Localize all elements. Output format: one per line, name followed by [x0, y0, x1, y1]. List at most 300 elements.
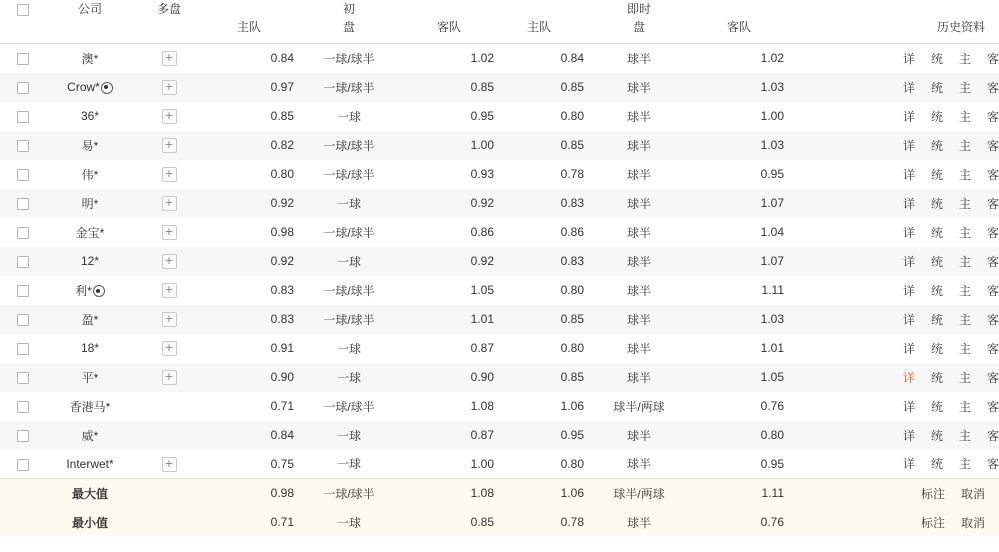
away-live-odds: 1.07 — [760, 196, 784, 210]
detail-link[interactable]: 详 — [902, 254, 915, 269]
home-live-odds: 0.85 — [560, 138, 584, 152]
company-cell — [46, 276, 134, 305]
row-select-cell — [0, 392, 46, 421]
handicap-live: 球半 — [626, 428, 651, 443]
history-actions — [784, 73, 999, 102]
summary-row — [0, 508, 999, 537]
summary-blank-multi — [134, 508, 204, 537]
away-link[interactable]: 客 — [986, 196, 999, 211]
row-checkbox[interactable] — [17, 111, 29, 123]
home-initial-odds: 0.84 — [270, 51, 294, 66]
home-initial-odds: 0.82 — [270, 138, 294, 152]
header-home-live[interactable]: 主队 — [494, 18, 584, 44]
expand-plus-icon[interactable]: + — [162, 80, 177, 95]
history-actions — [784, 305, 999, 334]
away-live-odds: 1.01 — [760, 341, 784, 355]
home-initial-odds: 0.91 — [270, 341, 294, 355]
table-row[interactable] — [0, 218, 999, 247]
detail-link[interactable]: 详 — [902, 341, 915, 356]
row-select-cell — [0, 450, 46, 479]
company-name: 盈* — [81, 312, 99, 327]
away-link[interactable]: 客 — [986, 225, 999, 240]
detail-link[interactable]: 详 — [902, 51, 915, 66]
header-select-all-cell — [0, 0, 46, 18]
handicap-initial: 一球/球半 — [323, 51, 375, 66]
row-select-cell — [0, 73, 46, 102]
away-link[interactable]: 客 — [986, 254, 999, 269]
away-initial-odds: 1.08 — [470, 399, 494, 413]
table-row[interactable] — [0, 73, 999, 102]
row-checkbox[interactable] — [17, 256, 29, 268]
away-live-odds: 1.02 — [760, 51, 784, 66]
summary-handicap-initial: 一球 — [336, 515, 361, 530]
row-checkbox[interactable] — [17, 343, 29, 355]
row-select-cell — [0, 44, 46, 73]
away-live-odds: 0.95 — [760, 456, 784, 471]
cancel-link[interactable]: 取消 — [960, 515, 985, 530]
history-actions — [784, 102, 999, 131]
row-select-cell — [0, 305, 46, 334]
home-link[interactable]: 主 — [958, 196, 971, 211]
company-name: 平* — [81, 370, 99, 385]
expand-plus-icon[interactable]: + — [162, 109, 177, 124]
summary-home-live: 1.06 — [494, 479, 584, 508]
handicap-live: 球半 — [626, 457, 651, 472]
company-cell — [46, 334, 134, 363]
company-name: 36* — [80, 109, 100, 123]
row-checkbox[interactable] — [17, 372, 29, 384]
handicap-initial: 一球/球半 — [323, 399, 375, 414]
header-initial-group: 初 — [342, 2, 355, 16]
stats-link[interactable]: 统 — [930, 370, 943, 385]
home-live-odds: 0.80 — [560, 456, 584, 471]
home-link[interactable]: 主 — [958, 167, 971, 182]
handicap-initial: 一球/球半 — [323, 138, 375, 153]
detail-link[interactable]: 详 — [902, 312, 915, 327]
summary-away-live: 0.76 — [760, 515, 784, 529]
row-checkbox[interactable] — [17, 285, 29, 297]
home-link[interactable]: 主 — [958, 341, 971, 356]
table-row[interactable] — [0, 131, 999, 160]
history-actions — [784, 334, 999, 363]
expand-plus-icon[interactable]: + — [162, 341, 177, 356]
handicap-live: 球半 — [626, 51, 651, 66]
multi-cell — [134, 450, 204, 479]
away-initial-odds: 0.86 — [470, 225, 494, 239]
away-initial-odds: 1.02 — [470, 51, 494, 66]
handicap-initial: 一球 — [336, 457, 361, 472]
stats-link[interactable]: 统 — [930, 283, 943, 298]
home-link[interactable]: 主 — [958, 457, 971, 472]
row-checkbox[interactable] — [17, 430, 29, 442]
header-handicap-live[interactable]: 盘 — [584, 18, 694, 44]
multi-cell — [134, 276, 204, 305]
row-checkbox[interactable] — [17, 314, 29, 326]
row-select-cell — [0, 276, 46, 305]
away-initial-odds: 1.00 — [470, 456, 494, 471]
row-select-cell — [0, 363, 46, 392]
history-actions — [784, 247, 999, 276]
company-cell — [46, 44, 134, 73]
summary-home-live: 0.78 — [560, 515, 584, 529]
home-live-odds: 0.83 — [560, 196, 584, 210]
header-blank-company — [46, 18, 134, 44]
summary-away-live: 1.11 — [694, 479, 784, 508]
select-all-checkbox[interactable] — [17, 4, 29, 16]
away-live-odds: 1.03 — [760, 80, 784, 94]
detail-link[interactable]: 详 — [902, 283, 915, 298]
handicap-live: 球半 — [626, 254, 651, 269]
row-checkbox[interactable] — [17, 227, 29, 239]
company-name: Interwet* — [66, 456, 114, 471]
home-live-odds: 0.80 — [560, 283, 584, 297]
header-live-group-spacer — [494, 0, 584, 18]
home-initial-odds: 0.85 — [270, 109, 294, 123]
company-cell — [46, 73, 134, 102]
table-row[interactable] — [0, 102, 999, 131]
row-checkbox[interactable] — [17, 140, 29, 152]
handicap-initial: 一球 — [336, 370, 361, 385]
row-select-cell — [0, 247, 46, 276]
multi-cell — [134, 305, 204, 334]
row-checkbox[interactable] — [17, 401, 29, 413]
detail-link[interactable]: 详 — [902, 370, 915, 385]
company-cell — [46, 189, 134, 218]
away-live-odds: 1.07 — [760, 254, 784, 268]
history-actions — [784, 276, 999, 305]
handicap-live: 球半 — [626, 138, 651, 153]
table-row[interactable] — [0, 305, 999, 334]
handicap-initial: 一球 — [336, 341, 361, 356]
away-initial-odds: 1.05 — [470, 283, 494, 297]
stats-link[interactable]: 统 — [930, 312, 943, 327]
stats-link[interactable]: 统 — [930, 80, 943, 95]
summary-away-initial: 1.08 — [404, 479, 494, 508]
handicap-initial: 一球/球半 — [323, 80, 375, 95]
detail-link[interactable]: 详 — [902, 428, 915, 443]
header-initial-group-spacer2 — [404, 0, 494, 18]
expand-plus-icon[interactable]: + — [162, 138, 177, 153]
detail-link[interactable]: 详 — [902, 457, 915, 472]
away-link[interactable]: 客 — [986, 399, 999, 414]
row-checkbox[interactable] — [17, 198, 29, 210]
company-cell — [46, 305, 134, 334]
detail-link[interactable]: 详 — [902, 80, 915, 95]
home-initial-odds: 0.83 — [270, 312, 294, 326]
away-initial-odds: 0.87 — [470, 341, 494, 355]
header-initial-group-spacer — [204, 0, 294, 18]
multi-cell — [134, 189, 204, 218]
table-body — [0, 44, 999, 537]
company-name: 明* — [81, 196, 99, 211]
home-live-odds: 0.95 — [560, 428, 584, 442]
row-select-cell — [0, 160, 46, 189]
detail-link[interactable]: 详 — [902, 399, 915, 414]
stats-link[interactable]: 统 — [930, 167, 943, 182]
company-cell — [46, 421, 134, 450]
summary-actions — [784, 479, 999, 508]
away-live-odds: 0.76 — [760, 399, 784, 413]
handicap-live: 球半 — [626, 283, 651, 298]
row-checkbox[interactable] — [17, 169, 29, 181]
company-cell — [46, 392, 134, 421]
handicap-initial: 一球 — [336, 109, 361, 124]
company-cell — [46, 102, 134, 131]
home-link[interactable]: 主 — [958, 254, 971, 269]
away-initial-odds: 0.95 — [470, 109, 494, 123]
away-link[interactable]: 客 — [986, 457, 999, 472]
multi-cell — [134, 160, 204, 189]
away-link[interactable]: 客 — [986, 80, 999, 95]
handicap-live: 球半/两球 — [613, 399, 665, 414]
stats-link[interactable]: 统 — [930, 51, 943, 66]
table-header — [0, 0, 999, 44]
multi-cell — [134, 73, 204, 102]
summary-blank-check — [0, 508, 46, 537]
company-cell — [46, 218, 134, 247]
header-live-group: 即时 — [626, 2, 651, 16]
summary-handicap-live: 球半/两球 — [584, 479, 694, 508]
away-live-odds: 1.11 — [761, 283, 784, 297]
table-row[interactable] — [0, 160, 999, 189]
company-cell — [46, 247, 134, 276]
table-row[interactable] — [0, 44, 999, 73]
home-initial-odds: 0.84 — [270, 428, 294, 442]
home-live-odds: 0.80 — [560, 109, 584, 123]
company-cell — [46, 450, 134, 479]
row-checkbox[interactable] — [17, 82, 29, 94]
table-row[interactable] — [0, 363, 999, 392]
stats-link[interactable]: 统 — [930, 428, 943, 443]
header-sub-row — [0, 18, 999, 44]
expand-plus-icon[interactable]: + — [162, 370, 177, 385]
away-live-odds: 1.00 — [760, 109, 784, 123]
history-actions — [784, 363, 999, 392]
table-row[interactable] — [0, 421, 999, 450]
history-actions — [784, 218, 999, 247]
expand-plus-icon[interactable]: + — [162, 51, 177, 66]
home-link[interactable]: 主 — [958, 138, 971, 153]
home-initial-odds: 0.83 — [270, 283, 294, 297]
expand-plus-icon[interactable]: + — [162, 283, 177, 298]
home-live-odds: 0.85 — [560, 312, 584, 326]
away-initial-odds: 0.90 — [470, 370, 494, 384]
header-history: 历史资料 — [784, 18, 999, 44]
multi-cell — [134, 131, 204, 160]
company-name: 香港马* — [69, 399, 111, 414]
soccer-ball-icon — [93, 285, 105, 297]
table-row[interactable] — [0, 334, 999, 363]
company-cell — [46, 160, 134, 189]
multi-cell — [134, 102, 204, 131]
handicap-initial: 一球 — [336, 196, 361, 211]
home-initial-odds: 0.71 — [270, 399, 294, 413]
mark-link[interactable]: 标注 — [920, 486, 945, 501]
stats-link[interactable]: 统 — [930, 196, 943, 211]
summary-label: 最小值 — [71, 515, 108, 530]
away-link[interactable]: 客 — [986, 428, 999, 443]
detail-link[interactable]: 详 — [902, 167, 915, 182]
summary-actions — [784, 508, 999, 537]
multi-cell — [134, 421, 204, 450]
history-actions — [784, 450, 999, 479]
handicap-live: 球半 — [626, 341, 651, 356]
home-link[interactable]: 主 — [958, 51, 971, 66]
multi-cell — [134, 247, 204, 276]
away-link[interactable]: 客 — [986, 138, 999, 153]
multi-cell — [134, 44, 204, 73]
history-actions — [784, 131, 999, 160]
handicap-initial: 一球/球半 — [323, 312, 375, 327]
home-link[interactable]: 主 — [958, 109, 971, 124]
detail-link[interactable]: 详 — [902, 138, 915, 153]
away-link[interactable]: 客 — [986, 167, 999, 182]
expand-plus-icon[interactable]: + — [162, 167, 177, 182]
expand-plus-icon[interactable]: + — [162, 254, 177, 269]
home-live-odds: 0.85 — [560, 370, 584, 384]
detail-link[interactable]: 详 — [902, 109, 915, 124]
stats-link[interactable]: 统 — [930, 457, 943, 472]
home-initial-odds: 0.92 — [270, 196, 294, 210]
table-row[interactable] — [0, 450, 999, 479]
table-row[interactable] — [0, 276, 999, 305]
home-link[interactable]: 主 — [958, 312, 971, 327]
home-initial-odds: 0.92 — [270, 254, 294, 268]
home-live-odds: 0.80 — [560, 341, 584, 355]
home-initial-odds: 0.75 — [270, 456, 294, 471]
row-checkbox[interactable] — [17, 53, 29, 65]
history-actions — [784, 189, 999, 218]
multi-cell — [134, 334, 204, 363]
table-row[interactable] — [0, 392, 999, 421]
home-link[interactable]: 主 — [958, 283, 971, 298]
home-live-odds: 0.78 — [560, 167, 584, 181]
summary-blank-check — [0, 479, 46, 508]
company-name: 澳* — [81, 51, 99, 66]
handicap-initial: 一球/球半 — [323, 167, 375, 182]
handicap-live: 球半 — [626, 196, 651, 211]
row-select-cell — [0, 189, 46, 218]
history-actions — [784, 160, 999, 189]
stats-link[interactable]: 统 — [930, 399, 943, 414]
soccer-ball-icon — [101, 82, 113, 94]
expand-plus-icon[interactable]: + — [162, 312, 177, 327]
home-initial-odds: 0.80 — [270, 167, 294, 181]
stats-link[interactable]: 统 — [930, 341, 943, 356]
summary-away-initial: 0.85 — [470, 515, 494, 529]
summary-row — [0, 479, 999, 508]
header-multi: 多盘 — [156, 2, 181, 16]
away-initial-odds: 0.85 — [470, 80, 494, 94]
home-link[interactable]: 主 — [958, 399, 971, 414]
away-initial-odds: 1.01 — [470, 312, 494, 326]
home-link[interactable]: 主 — [958, 225, 971, 240]
company-cell — [46, 363, 134, 392]
home-link[interactable]: 主 — [958, 428, 971, 443]
away-live-odds: 1.03 — [760, 312, 784, 326]
header-away-initial[interactable]: 客队 — [404, 18, 494, 44]
home-initial-odds: 0.90 — [270, 370, 294, 384]
company-name: 18* — [80, 341, 100, 355]
home-link[interactable]: 主 — [958, 370, 971, 385]
company-name: 威* — [81, 428, 99, 443]
multi-cell — [134, 363, 204, 392]
header-home-initial[interactable]: 主队 — [204, 18, 294, 44]
multi-cell — [134, 218, 204, 247]
away-link[interactable]: 客 — [986, 283, 999, 298]
row-select-cell — [0, 334, 46, 363]
home-initial-odds: 0.97 — [270, 80, 294, 94]
table-row[interactable] — [0, 189, 999, 218]
away-live-odds: 1.03 — [760, 138, 784, 152]
cancel-link[interactable]: 取消 — [960, 486, 985, 501]
company-name: 利* — [75, 283, 92, 298]
summary-handicap-initial: 一球/球半 — [294, 479, 404, 508]
summary-home-initial: 0.98 — [204, 479, 294, 508]
row-checkbox[interactable] — [17, 459, 29, 471]
company-name: Crow* — [67, 80, 100, 94]
away-initial-odds: 0.92 — [470, 254, 494, 268]
company-name: 伟* — [81, 167, 99, 182]
away-link[interactable]: 客 — [986, 109, 999, 124]
handicap-live: 球半 — [626, 370, 651, 385]
expand-plus-icon[interactable]: + — [162, 457, 177, 472]
header-company: 公司 — [77, 2, 102, 16]
stats-link[interactable]: 统 — [930, 109, 943, 124]
home-live-odds: 0.84 — [560, 51, 584, 66]
multi-cell — [134, 392, 204, 421]
handicap-initial: 一球 — [336, 428, 361, 443]
stats-link[interactable]: 统 — [930, 138, 943, 153]
history-actions — [784, 392, 999, 421]
away-link[interactable]: 客 — [986, 370, 999, 385]
home-live-odds: 0.83 — [560, 254, 584, 268]
away-initial-odds: 0.87 — [470, 428, 494, 442]
stats-link[interactable]: 统 — [930, 254, 943, 269]
away-link[interactable]: 客 — [986, 341, 999, 356]
handicap-live: 球半 — [626, 167, 651, 182]
summary-blank-multi — [134, 479, 204, 508]
away-link[interactable]: 客 — [986, 51, 999, 66]
handicap-initial: 一球/球半 — [323, 283, 375, 298]
home-live-odds: 0.86 — [560, 225, 584, 239]
handicap-live: 球半 — [626, 225, 651, 240]
table-row[interactable] — [0, 247, 999, 276]
away-link[interactable]: 客 — [986, 312, 999, 327]
away-live-odds: 0.80 — [760, 428, 784, 442]
home-link[interactable]: 主 — [958, 80, 971, 95]
header-live-group-spacer2 — [694, 0, 784, 18]
stats-link[interactable]: 统 — [930, 225, 943, 240]
away-initial-odds: 0.92 — [470, 196, 494, 210]
history-actions — [784, 421, 999, 450]
handicap-live: 球半 — [626, 312, 651, 327]
detail-link[interactable]: 详 — [902, 225, 915, 240]
header-away-live[interactable]: 客队 — [694, 18, 784, 44]
header-handicap-initial[interactable]: 盘 — [294, 18, 404, 44]
header-group-row — [0, 0, 999, 18]
company-name: 金宝* — [75, 225, 105, 240]
detail-link[interactable]: 详 — [902, 196, 915, 211]
expand-plus-icon[interactable]: + — [162, 225, 177, 240]
history-actions — [784, 44, 999, 73]
expand-plus-icon[interactable]: + — [162, 196, 177, 211]
away-live-odds: 0.95 — [760, 167, 784, 181]
handicap-live: 球半 — [626, 80, 651, 95]
summary-home-initial: 0.71 — [270, 515, 294, 529]
home-live-odds: 1.06 — [560, 399, 584, 413]
mark-link[interactable]: 标注 — [920, 515, 945, 530]
